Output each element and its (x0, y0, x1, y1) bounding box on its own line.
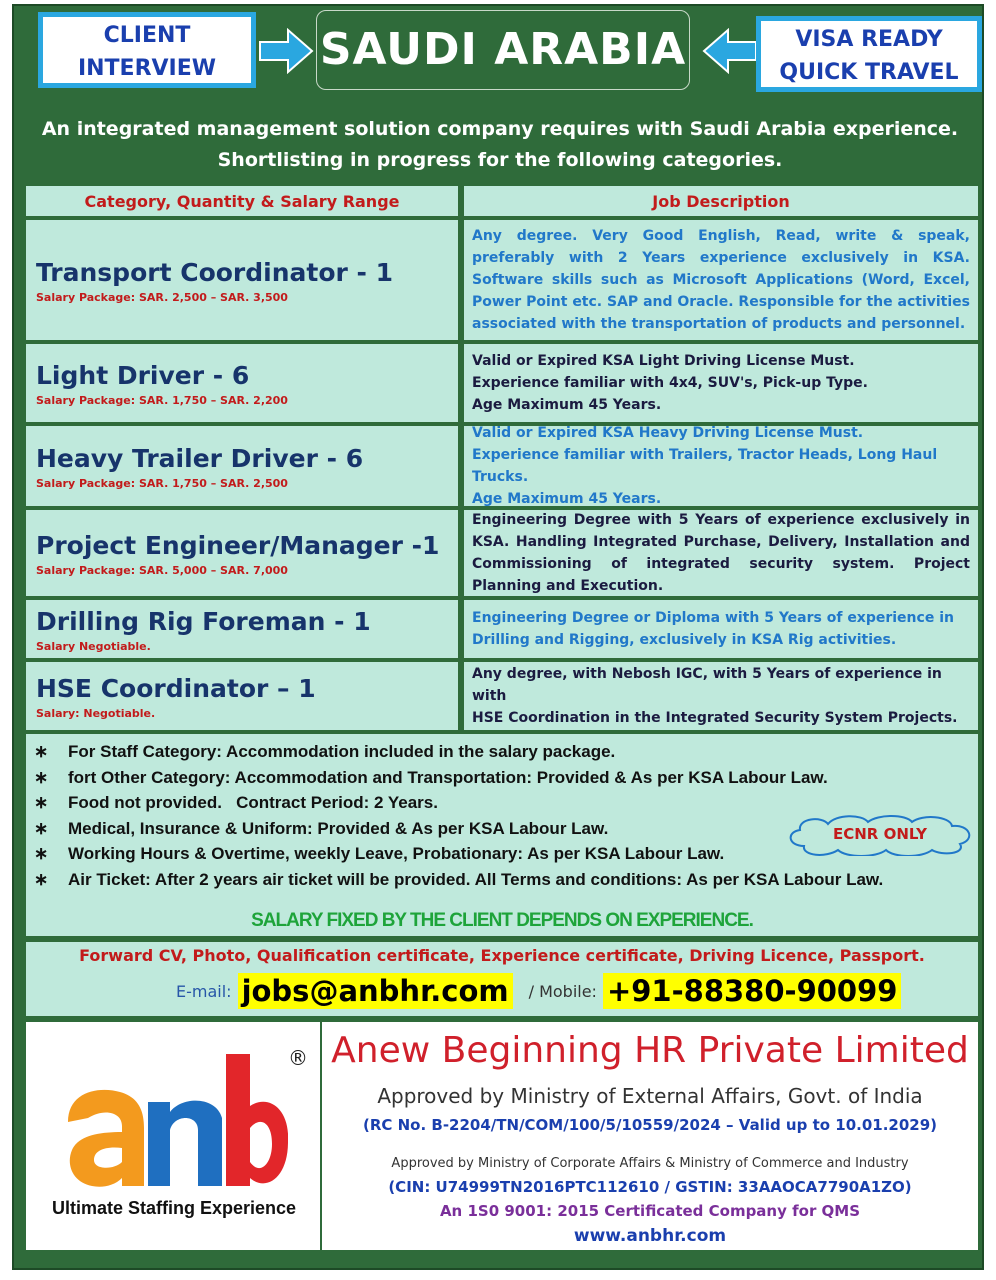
job-description: Engineering Degree with 5 Years of experience exclusively in KSA. Handling Integrated Purchase, Delivery, Installation and Commissioning of integrated security system. Project Planning and Execution. (472, 512, 970, 594)
terms-notes (24, 732, 980, 938)
description-cell (462, 660, 980, 732)
category-cell (24, 342, 460, 424)
description-line: Valid or Expired KSA Heavy Driving License Must. (472, 425, 864, 441)
mca-approval: Approved by Ministry of Corporate Affairs & Ministry of Commerce and Industry (391, 1156, 909, 1171)
job-poster (12, 4, 984, 1270)
category-cell (24, 424, 460, 508)
intro-line: Shortlisting in progress for the following categories. (217, 149, 783, 171)
forward-documents-text: Forward CV, Photo, Qualification certificate, Experience certificate, Driving Licence, Passport. (79, 946, 925, 965)
note-text: Food not provided. Contract Period: 2 Years. (68, 793, 438, 812)
arrow-right-icon (258, 28, 314, 74)
description-line: Engineering Degree or Diploma with 5 Years of experience in (472, 610, 954, 626)
table-header-row (24, 184, 980, 218)
description-line: Valid or Expired KSA Light Driving License Must. (472, 353, 855, 369)
table-row (24, 218, 980, 342)
company-details (322, 1022, 978, 1250)
description-line: Experience familiar with Trailers, Tractor Heads, Long Haul Trucks. (472, 447, 938, 485)
contact-line (176, 972, 901, 1010)
mea-approval: Approved by Ministry of External Affairs, Govt. of India (377, 1084, 923, 1108)
column-header-description: Job Description (462, 184, 980, 218)
description-cell (462, 598, 980, 660)
arrow-left-icon (702, 28, 758, 74)
job-title: Transport Coordinator - 1 (36, 257, 394, 287)
description-cell (462, 508, 980, 598)
table-row (24, 342, 980, 424)
iso-certification: An 1S0 9001: 2015 Certificated Company for QMS (439, 1202, 861, 1220)
list-item (34, 768, 828, 788)
badge-line: QUICK TRAVEL (779, 60, 959, 85)
badge-line: INTERVIEW (77, 56, 217, 81)
job-title: Project Engineer/Manager -1 (36, 530, 440, 560)
column-header-category: Category, Quantity & Salary Range (24, 184, 460, 218)
company-name: Anew Beginning HR Private Limited (331, 1030, 969, 1071)
bullet-icon: ∗ (34, 768, 49, 787)
mobile-number[interactable]: +91-88380-90099 (603, 973, 902, 1009)
salary-range: Salary Negotiable. (36, 639, 151, 653)
cin-gstin: (CIN: U74999TN2016PTC112610 / GSTIN: 33AAOCA7790A1ZO) (388, 1178, 912, 1196)
badge-line: CLIENT (103, 23, 191, 48)
note-text: fort Other Category: Accommodation and Transportation: Provided & As per KSA Labour Law. (68, 768, 828, 787)
bullet-icon: ∗ (34, 742, 49, 761)
bullet-icon: ∗ (34, 819, 49, 838)
registered-mark: ® (288, 1046, 308, 1070)
job-description: Any degree. Very Good English, Read, write & speak, preferably with 2 Years experience exclusively in KSA. Software skills such as Microsoft Applications (Word, Excel, Power Point etc. SAP and Oracle. Responsible for the activities associated with the transportation of products and personnel. (472, 228, 970, 332)
intro-line: An integrated management solution company requires with Saudi Arabia experience. (41, 118, 959, 140)
description-line: Experience familiar with 4x4, SUV's, Pick-up Type. (472, 375, 868, 391)
ecnr-label: ECNR ONLY (833, 825, 927, 843)
note-text: Working Hours & Overtime, weekly Leave, Probationary: As per KSA Labour Law. (68, 844, 725, 863)
note-text: Medical, Insurance & Uniform: Provided & As per KSA Labour Law. (68, 819, 609, 838)
salary-range: Salary Package: SAR. 5,000 – SAR. 7,000 (36, 563, 288, 577)
salary-fixed-notice: SALARY FIXED BY THE CLIENT DEPENDS ON EXPERIENCE. (251, 910, 753, 931)
list-item (34, 819, 608, 839)
page-title: SAUDI ARABIA (316, 10, 690, 90)
email-link[interactable]: jobs@anbhr.com (238, 973, 513, 1009)
list-item (34, 844, 724, 864)
rc-number: (RC No. B-2204/TN/COM/100/5/10559/2024 – Valid up to 10.01.2029) (362, 1116, 938, 1134)
salary-range: Salary Package: SAR. 1,750 – SAR. 2,200 (36, 393, 288, 407)
list-item (34, 793, 438, 813)
category-cell (24, 218, 460, 342)
company-footer (24, 1020, 980, 1252)
category-cell (24, 508, 460, 598)
table-row (24, 424, 980, 508)
table-row (24, 508, 980, 598)
list-item (34, 742, 615, 762)
table-row (24, 660, 980, 732)
note-text: For Staff Category: Accommodation included in the salary package. (68, 742, 616, 761)
job-title: Heavy Trailer Driver - 6 (36, 443, 364, 473)
job-title: HSE Coordinator – 1 (36, 673, 316, 703)
description-line: HSE Coordination in the Integrated Security System Projects. (472, 710, 958, 726)
table-row (24, 598, 980, 660)
description-cell (462, 342, 980, 424)
description-line: Drilling and Rigging, exclusively in KSA Rig activities. (472, 632, 897, 648)
description-cell (462, 424, 980, 508)
note-text: Air Ticket: After 2 years air ticket will be provided. All Terms and conditions: As per KSA Labour Law. (68, 870, 884, 889)
description-cell (462, 218, 980, 342)
bullet-icon: ∗ (34, 793, 49, 812)
job-title: Drilling Rig Foreman - 1 (36, 606, 371, 636)
category-cell (24, 598, 460, 660)
intro-text (14, 114, 986, 176)
logo-tagline: Ultimate Staffing Experience (51, 1198, 297, 1218)
salary-range: Salary Package: SAR. 1,750 – SAR. 2,500 (36, 476, 288, 490)
client-interview-badge (38, 12, 256, 88)
visa-ready-badge (756, 16, 982, 92)
bullet-icon: ∗ (34, 844, 49, 863)
salary-range: Salary: Negotiable. (36, 706, 156, 720)
contact-section (24, 940, 980, 1018)
description-line: Age Maximum 45 Years. (472, 491, 662, 507)
description-line: Age Maximum 45 Years. (472, 397, 662, 413)
list-item (34, 870, 883, 890)
mobile-label: / Mobile: (528, 981, 597, 1001)
job-title: Light Driver - 6 (36, 360, 250, 390)
ecnr-cloud-badge (782, 812, 978, 856)
salary-range: Salary Package: SAR. 2,500 – SAR. 3,500 (36, 290, 288, 304)
bullet-icon: ∗ (34, 870, 49, 889)
logo-panel (26, 1022, 322, 1250)
description-line: Any degree, with Nebosh IGC, with 5 Years of experience in with (472, 666, 942, 704)
badge-line: VISA READY (795, 27, 943, 52)
email-label: E-mail: (176, 981, 232, 1001)
website-link[interactable]: www.anbhr.com (573, 1226, 727, 1246)
anb-logo (58, 1052, 288, 1192)
category-cell (24, 660, 460, 732)
